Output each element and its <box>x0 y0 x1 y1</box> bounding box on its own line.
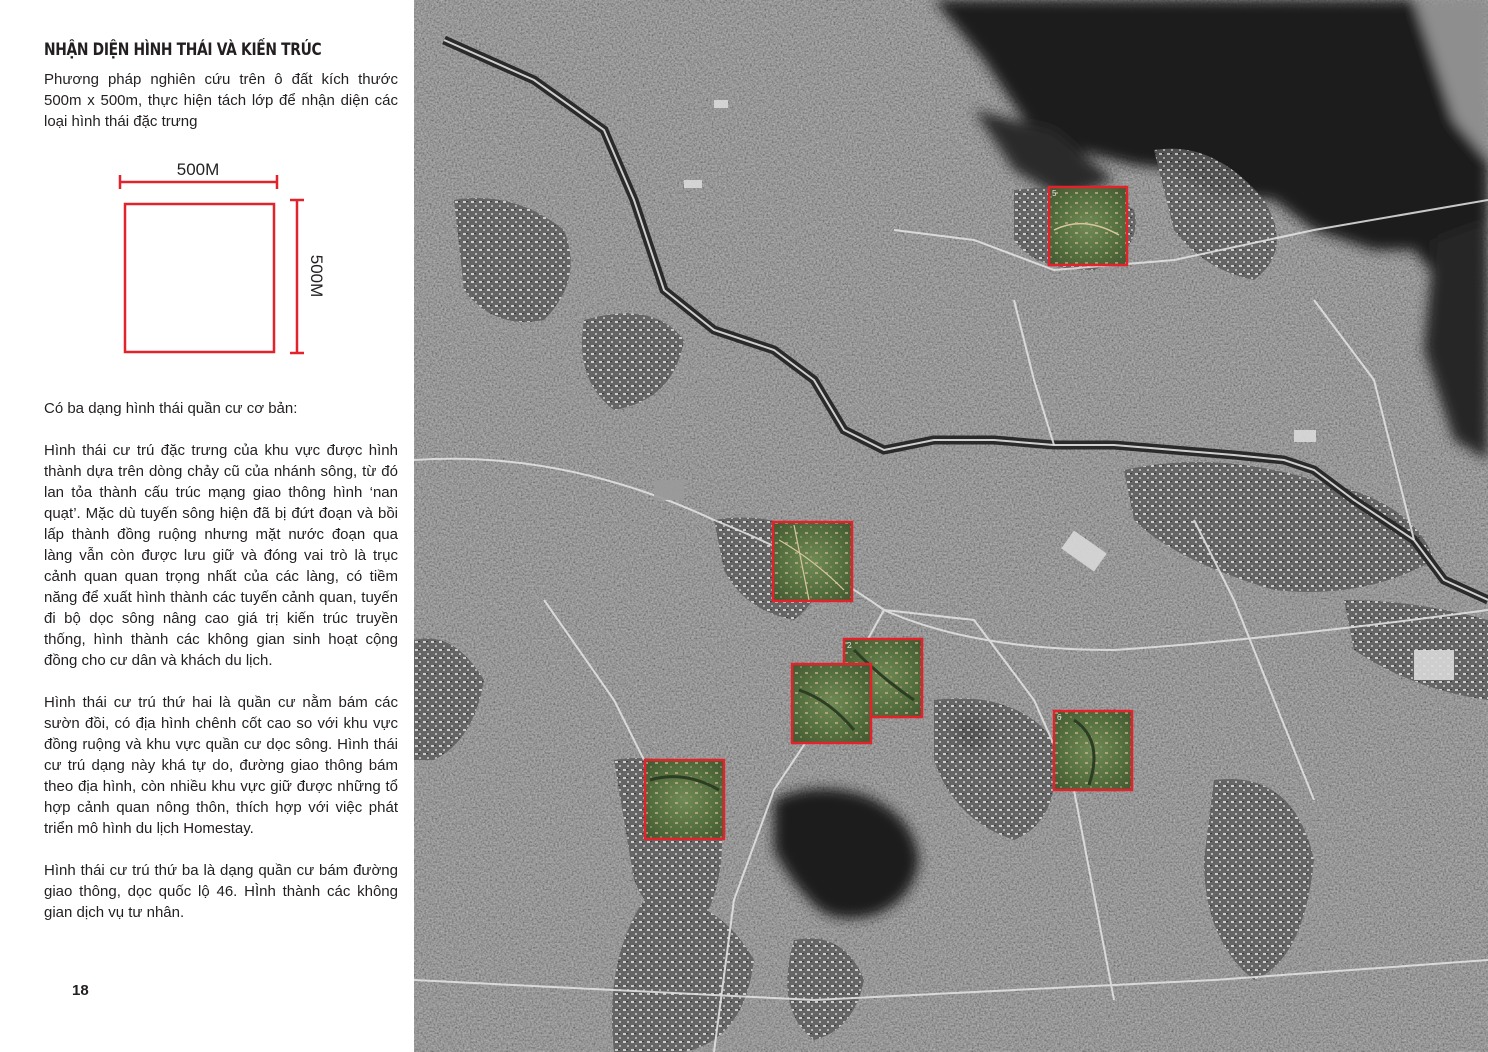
width-label: 500M <box>176 160 220 179</box>
study-area-3[interactable] <box>792 664 871 743</box>
study-area-4[interactable] <box>645 760 724 839</box>
body-paragraph-1: Hình thái cư trú đặc trưng của khu vực được hình thành dựa trên dòng chảy cũ của nhánh sông, từ đó lan tỏa thành cấu trúc mạng giao thông hình ‘nan quạt’. Mặc dù tuyến sông hiện đã bị đứt đoạn và bồi lấp thành đồng ruộng nhưng mặt nước đoạn qua làng vẫn còn được lưu giữ và đóng vai trò là trục cảnh quan quan trọng nhất của các làng, có tiềm năng để xuất hình thành các tuyến cảnh quan, tuyến đi bộ dọc sông nâng cao giá trị kiến trúc truyền thống, hình thành các không gian sinh hoạt cộng đồng cho cư dân và khách du lịch. <box>44 442 398 669</box>
study-area-6[interactable] <box>1054 711 1132 790</box>
aerial-map-image <box>414 0 1488 1052</box>
body-text <box>44 398 398 944</box>
body-paragraph-3: Hình thái cư trú thứ ba là dạng quần cư bám đường giao thông, dọc quốc lộ 46. HÌnh thành các không gian dịch vụ tư nhân. <box>44 862 398 921</box>
scale-diagram <box>110 158 340 358</box>
text-column <box>0 0 414 1052</box>
body-intro-line: Có ba dạng hình thái quần cư cơ bản: <box>44 400 298 417</box>
plot-square <box>125 204 274 352</box>
body-paragraph-2: Hình thái cư trú thứ hai là quần cư nằm bám các sườn đồi, có địa hình chênh cốt cao so với khu vực đồng ruộng và khu vực quần cư dọc sông. Hình thái cư trú dạng này khá tự do, đường giao thông bám theo địa hình, còn nhiều khu vực giữ được những tổ hợp cảnh quan nông thôn, thích hợp với việc phát triển mô hình du lịch Homestay. <box>44 694 398 837</box>
study-area-label: 2 <box>847 641 852 650</box>
study-area-1[interactable] <box>773 522 852 601</box>
study-area-label: 6 <box>1057 713 1062 722</box>
study-area-5[interactable] <box>1049 187 1127 265</box>
intro-paragraph: Phương pháp nghiên cứu trên ô đất kích thước 500m x 500m, thực hiện tách lớp để nhận diện các loại hình thái đặc trưng <box>44 71 398 130</box>
page-number: 18 <box>72 982 89 999</box>
height-label: 500M <box>307 254 326 298</box>
aerial-map <box>414 0 1488 1052</box>
page-title: NHẬN DIỆN HÌNH THÁI VÀ KIẾN TRÚC <box>44 40 322 59</box>
study-area-label: 5 <box>1052 189 1057 198</box>
